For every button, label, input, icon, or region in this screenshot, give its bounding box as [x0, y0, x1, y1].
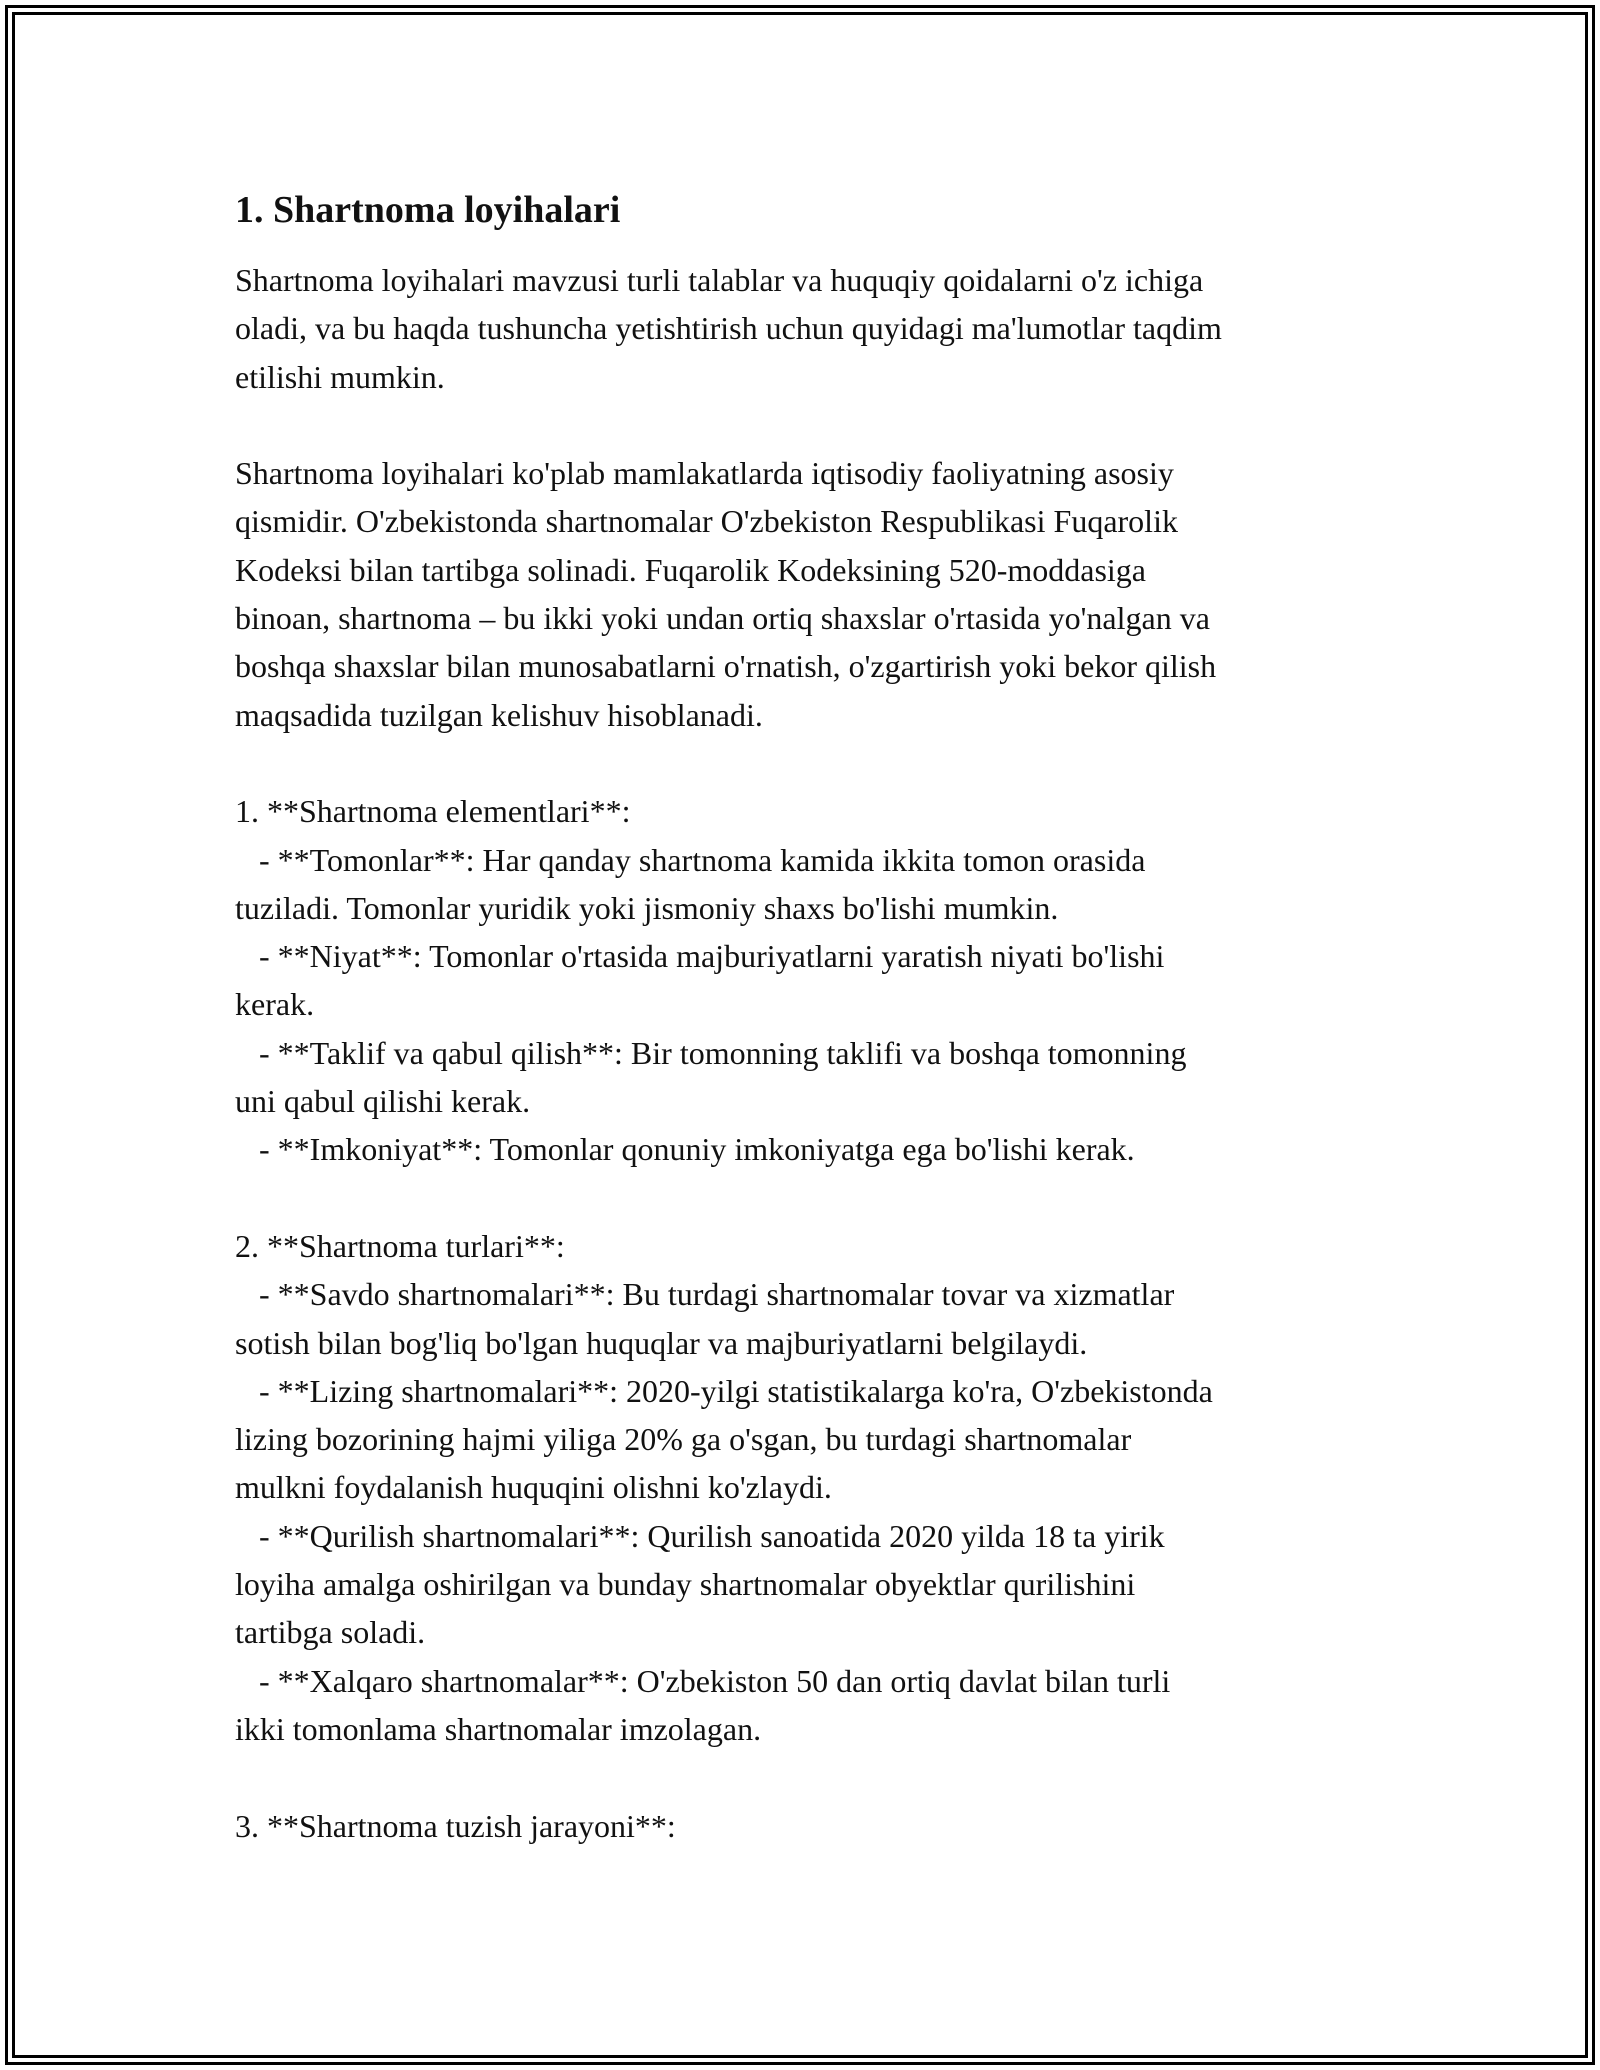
document-body: [235, 186, 1375, 1850]
contract-elements-list: 1. **Shartnoma elementlari**: - **Tomonlar**: Har qanday shartnoma kamida ikkita tomon orasida tuziladi. Tomonlar yuridik yoki jismoniy shaxs bo'lishi mumkin. - **Niyat**: Tomonlar o'rtasida majburiyatlarni yaratish niyati bo'lishi kerak. - **Taklif va qabul qilish**: Bir tomonning taklifi va boshqa tomonning uni qabul qilishi kerak. - **Imkoniyat**: Tomonlar qonuniy imkoniyatga ega bo'lishi kerak.: [235, 793, 1187, 1168]
contract-types-list: 2. **Shartnoma turlari**: - **Savdo shartnomalari**: Bu turdagi shartnomalar tovar va xizmatlar sotish bilan bog'liq bo'lgan huquqlar va majburiyatlarni belgilaydi. - **Lizing shartnomalari**: 2020-yilgi statistikalarga ko'ra, O'zbekistonda lizing bozorining hajmi yiliga 20% ga o'sgan, bu turdagi shartnomalar mulkni foydalanish huquqini olishni ko'zlaydi. - **Qurilish shartnomalari**: Qurilish sanoatida 2020 yilda 18 ta yirik loyiha amalga oshirilgan va bunday shartnomalar obyektlar qurilishini tartibga soladi. - **Xalqaro shartnomalar**: O'zbekiston 50 dan ortiq davlat bilan turli ikki tomonlama shartnomalar imzolagan.: [235, 1227, 1213, 1747]
section-heading: 1. Shartnoma loyihalari: [235, 189, 621, 231]
paragraph-gap: [235, 739, 1375, 787]
contract-process-heading: 3. **Shartnoma tuzish jarayoni**:: [235, 1807, 676, 1844]
paragraph-gap: [235, 1174, 1375, 1222]
paragraph-gap: [235, 401, 1375, 449]
intro-paragraph: Shartnoma loyihalari mavzusi turli talablar va huquqiy qoidalarni o'z ichiga oladi, va bu haqda tushuncha yetishtirish uchun quyidagi ma'lumotlar taqdim etilishi mumkin.: [235, 262, 1222, 395]
legal-definition-paragraph: Shartnoma loyihalari ko'plab mamlakatlarda iqtisodiy faoliyatning asosiy qismidir. O'zbekistonda shartnomalar O'zbekiston Respublikasi Fuqarolik Kodeksi bilan tartibga solinadi. Fuqarolik Kodeksining 520-moddasiga binoan, shartnoma – bu ikki yoki undan ortiq shaxslar o'rtasida yo'nalgan va boshqa shaxslar bilan munosabatlarni o'rnatish, o'zgartirish yoki bekor qilish maqsadida tuzilgan kelishuv hisoblanadi.: [235, 455, 1217, 733]
paragraph-gap: [235, 1753, 1375, 1801]
